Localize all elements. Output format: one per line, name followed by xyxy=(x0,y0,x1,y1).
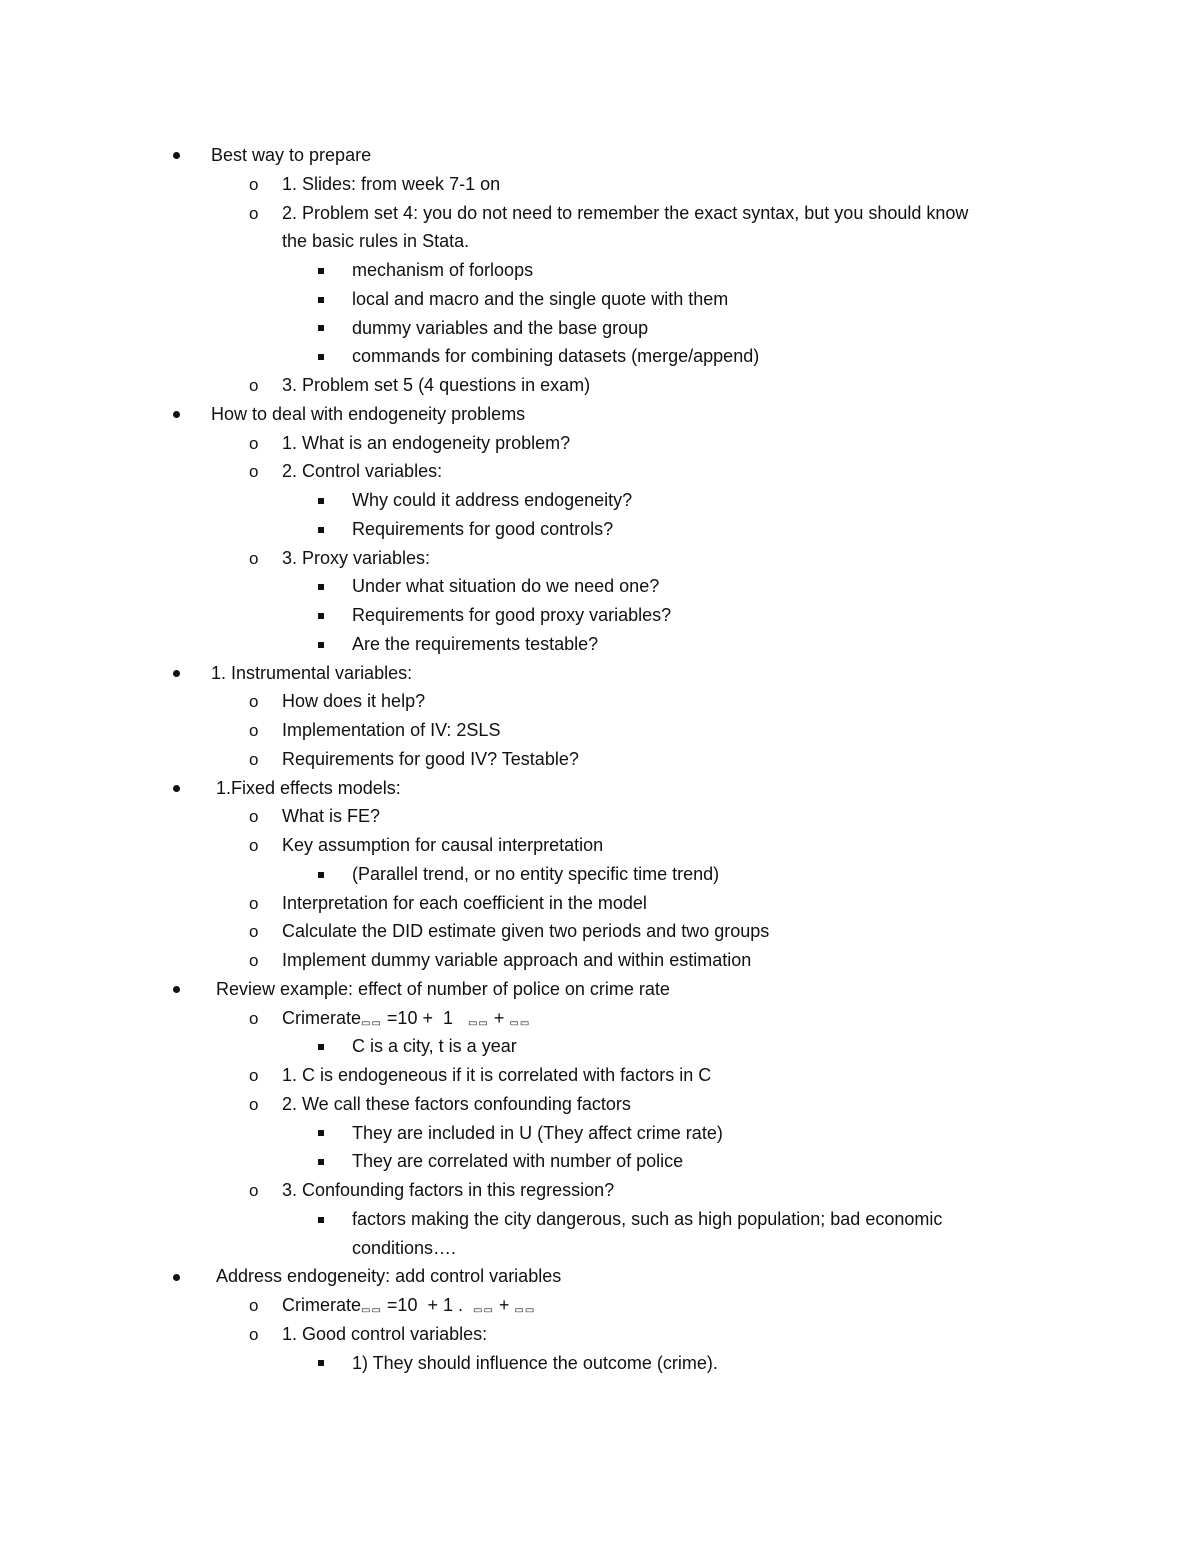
formula-term: =10 + 1 . xyxy=(381,1295,473,1315)
formula-subscript: ▭▭ xyxy=(361,1017,382,1029)
list-item-text: Review example: effect of number of police on crime rate xyxy=(216,978,670,999)
bullet-circle-icon: o xyxy=(249,1181,259,1200)
list-item-level-2 xyxy=(0,802,1200,831)
list-item-level-2 xyxy=(0,1291,1200,1320)
list-item-level-1 xyxy=(0,400,1200,429)
list-item-text: Interpretation for each coefficient in the model xyxy=(282,892,647,913)
list-item-level-2 xyxy=(0,1176,1200,1205)
list-item-level-3 xyxy=(0,1147,1200,1176)
bullet-square-icon xyxy=(318,630,324,659)
list-item-text: local and macro and the single quote with them xyxy=(352,288,729,309)
list-item-level-3 xyxy=(0,515,1200,544)
formula-term: + xyxy=(493,1295,515,1315)
list-item-text: 1. Good control variables: xyxy=(282,1323,488,1344)
list-item-level-2 xyxy=(0,199,1200,228)
formula-subscript: ▭▭ xyxy=(509,1017,531,1029)
list-item-text: Under what situation do we need one? xyxy=(352,576,660,597)
bullet-square-icon xyxy=(318,601,324,630)
list-item-level-3 xyxy=(0,285,1200,314)
list-item-level-2 xyxy=(0,946,1200,975)
bullet-square-icon xyxy=(318,1147,324,1176)
list-item-text: Key assumption for causal interpretation xyxy=(282,835,604,855)
bullet-circle-icon: o xyxy=(249,174,259,194)
list-item-level-3 xyxy=(0,1349,1200,1378)
bullet-circle-icon: o xyxy=(249,1094,259,1114)
list-item-text: commands for combining datasets (merge/append) xyxy=(352,346,760,367)
bullet-square-icon xyxy=(318,572,324,601)
list-item-text: Are the requirements testable? xyxy=(352,633,599,654)
list-item-text: conditions…. xyxy=(352,1237,457,1258)
bullet-square-icon xyxy=(318,486,324,515)
list-item-level-2 xyxy=(0,227,1200,256)
bullet-circle-icon: o xyxy=(249,893,259,913)
list-item-level-3 xyxy=(0,314,1200,343)
list-item-text: Crimerate xyxy=(282,1007,362,1028)
bullet-circle-icon: o xyxy=(249,1066,259,1085)
list-item-level-2 xyxy=(0,889,1200,918)
bullet-circle-icon: o xyxy=(249,749,259,769)
list-item-text: They are included in U (They affect crime rate) xyxy=(352,1122,723,1143)
list-item-text: Implement dummy variable approach and within estimation xyxy=(282,950,752,970)
list-item-level-3 xyxy=(0,256,1200,285)
list-item-text: How does it help? xyxy=(282,691,426,712)
list-item-level-2 xyxy=(0,917,1200,946)
bullet-square-icon xyxy=(318,1349,324,1378)
bullet-circle-icon: o xyxy=(249,1008,259,1028)
list-item-level-2 xyxy=(0,1320,1200,1349)
bullet-circle-icon: o xyxy=(249,807,259,827)
list-item-level-1 xyxy=(0,774,1200,803)
bullet-circle-icon: o xyxy=(249,433,259,453)
bullet-square-icon xyxy=(318,342,324,371)
list-item-level-3 xyxy=(0,1205,1200,1234)
list-item-text: 1) They should influence the outcome (crime). xyxy=(352,1352,718,1373)
bullet-circle-icon: o xyxy=(249,922,259,942)
list-item-text: They are correlated with number of police xyxy=(352,1151,684,1172)
list-item-level-2 xyxy=(0,457,1200,486)
list-item-level-3 xyxy=(0,860,1200,889)
list-item-level-2 xyxy=(0,544,1200,573)
list-item-text: What is FE? xyxy=(282,806,381,827)
formula-subscript: ▭▭ xyxy=(473,1305,494,1316)
bullet-dot-icon xyxy=(173,774,180,803)
list-item-text: Implementation of IV: 2SLS xyxy=(282,720,501,740)
bullet-dot-icon xyxy=(173,975,180,1004)
list-item-level-2 xyxy=(0,1061,1200,1090)
list-item-text: C is a city, t is a year xyxy=(352,1036,517,1057)
bullet-square-icon xyxy=(318,1119,324,1148)
list-item-text: 3. Confounding factors in this regression? xyxy=(282,1180,615,1200)
list-item-text: Calculate the DID estimate given two periods and two groups xyxy=(282,921,770,942)
list-item-text: 1. What is an endogeneity problem? xyxy=(282,432,571,453)
bullet-circle-icon: o xyxy=(249,203,259,223)
list-item-level-1 xyxy=(0,975,1200,1004)
bullet-circle-icon: o xyxy=(249,1296,259,1315)
list-item-level-3 xyxy=(0,572,1200,601)
list-item-level-3 xyxy=(0,486,1200,515)
bullet-dot-icon xyxy=(173,400,180,429)
list-item-text: 2. Control variables: xyxy=(282,461,443,482)
list-item-level-2 xyxy=(0,687,1200,716)
list-item-level-1 xyxy=(0,141,1200,170)
list-item-text: mechanism of forloops xyxy=(352,260,534,280)
list-item-level-2 xyxy=(0,170,1200,199)
list-item-level-3 xyxy=(0,630,1200,659)
bullet-square-icon xyxy=(318,515,324,544)
bullet-circle-icon: o xyxy=(249,376,259,395)
formula-subscript: ▭▭ xyxy=(361,1305,382,1316)
formula-subscript: ▭▭ xyxy=(467,1017,489,1029)
list-item-level-2 xyxy=(0,371,1200,400)
formula-term: =10 + 1 xyxy=(381,1007,468,1028)
list-item-level-3 xyxy=(0,1234,1200,1263)
bullet-circle-icon: o xyxy=(249,1324,259,1344)
bullet-square-icon xyxy=(318,314,324,343)
list-item-text: 2. We call these factors confounding factors xyxy=(282,1093,631,1114)
list-item-text: the basic rules in Stata. xyxy=(282,231,470,252)
list-item-text: Best way to prepare xyxy=(211,145,372,165)
list-item-text: Why could it address endogeneity? xyxy=(352,490,633,510)
list-item-level-2 xyxy=(0,831,1200,860)
list-item-text: 1.Fixed effects models: xyxy=(216,777,401,798)
bullet-circle-icon: o xyxy=(249,692,259,712)
formula-term: + xyxy=(488,1007,510,1028)
list-item-text: 1. Instrumental variables: xyxy=(211,662,413,683)
list-item-level-3 xyxy=(0,342,1200,371)
list-item-level-3 xyxy=(0,601,1200,630)
bullet-circle-icon: o xyxy=(249,462,259,482)
list-item-level-2 xyxy=(0,1004,1200,1033)
list-item-text: (Parallel trend, or no entity specific time trend) xyxy=(352,863,720,884)
bullet-circle-icon: o xyxy=(249,951,259,970)
list-item-text: factors making the city dangerous, such as high population; bad economic xyxy=(352,1208,943,1229)
list-item-text: Crimerate xyxy=(282,1295,362,1315)
list-item-text: How to deal with endogeneity problems xyxy=(211,403,526,424)
list-item-text: Requirements for good controls? xyxy=(352,518,614,539)
bullet-dot-icon xyxy=(173,141,180,170)
list-item-level-3 xyxy=(0,1119,1200,1148)
list-item-level-1 xyxy=(0,659,1200,688)
bullet-square-icon xyxy=(318,1205,324,1234)
bullet-dot-icon xyxy=(173,1262,180,1291)
list-item-text: Requirements for good proxy variables? xyxy=(352,605,672,625)
list-item-text: dummy variables and the base group xyxy=(352,317,649,338)
bullet-square-icon xyxy=(318,1032,324,1061)
bullet-circle-icon: o xyxy=(249,548,259,568)
list-item-text: 1. C is endogeneous if it is correlated with factors in C xyxy=(282,1065,712,1085)
formula-subscript: ▭▭ xyxy=(514,1305,536,1316)
list-item-level-2 xyxy=(0,429,1200,458)
list-item-text: 3. Problem set 5 (4 questions in exam) xyxy=(282,375,591,395)
bullet-square-icon xyxy=(318,860,324,889)
list-item-level-1 xyxy=(0,1262,1200,1291)
list-item-text: 1. Slides: from week 7-1 on xyxy=(282,173,501,194)
list-item-text: 2. Problem set 4: you do not need to remember the exact syntax, but you should know xyxy=(282,202,969,223)
bullet-circle-icon: o xyxy=(249,836,259,855)
list-item-text: Address endogeneity: add control variables xyxy=(216,1266,562,1287)
list-item-text: 3. Proxy variables: xyxy=(282,547,431,568)
list-item-level-2 xyxy=(0,745,1200,774)
list-item-level-3 xyxy=(0,1032,1200,1061)
list-item-text: Requirements for good IV? Testable? xyxy=(282,748,579,769)
bullet-square-icon xyxy=(318,285,324,314)
bullet-circle-icon: o xyxy=(249,721,259,740)
list-item-level-2 xyxy=(0,1090,1200,1119)
bullet-dot-icon xyxy=(173,659,180,688)
bullet-square-icon xyxy=(318,256,324,285)
list-item-level-2 xyxy=(0,716,1200,745)
